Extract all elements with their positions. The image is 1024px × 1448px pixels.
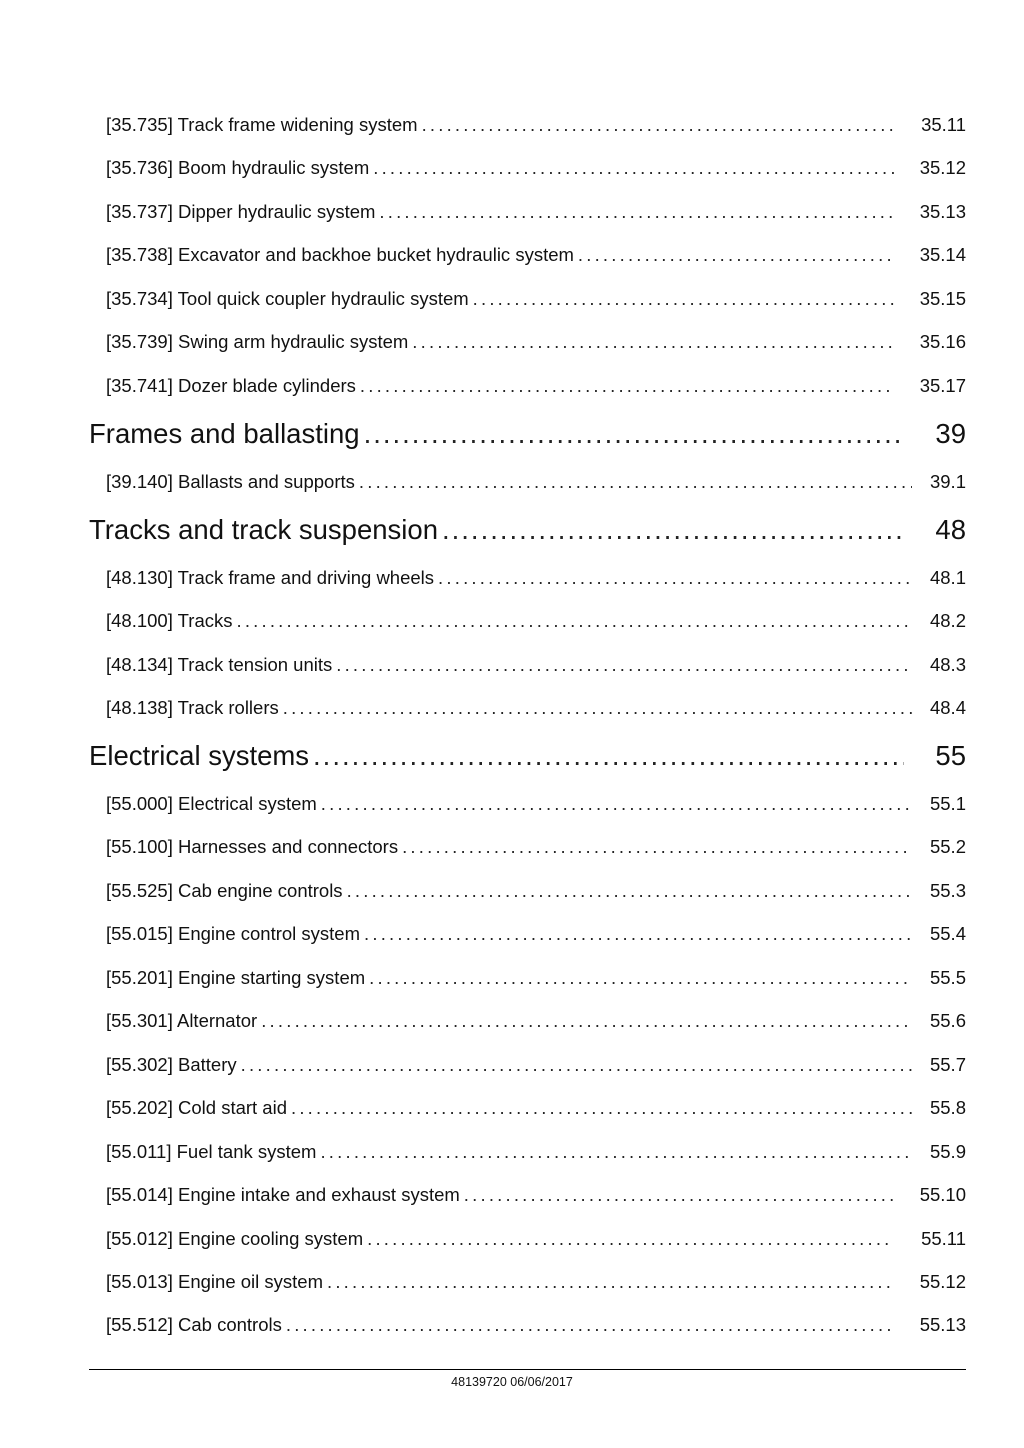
dot-leader — [402, 836, 912, 858]
toc-entry[interactable] — [106, 1054, 966, 1076]
toc-entry-title: [55.013] Engine oil system — [106, 1271, 323, 1292]
toc-section-title: Frames and ballasting — [89, 418, 360, 449]
toc-entry-page: 55.10 — [919, 1184, 966, 1205]
toc-entry-title: [55.525] Cab engine controls — [106, 880, 343, 901]
toc-entry[interactable] — [106, 157, 966, 179]
dot-leader — [442, 514, 904, 546]
dot-leader — [379, 201, 894, 223]
toc-entry-page: 55.6 — [929, 1010, 966, 1031]
toc-section-page: 48 — [935, 514, 966, 545]
toc-entry[interactable] — [106, 1097, 966, 1119]
toc-entry[interactable] — [106, 880, 966, 902]
toc-entry-page: 55.13 — [919, 1314, 966, 1335]
toc-entry[interactable] — [106, 288, 966, 310]
dot-leader — [360, 375, 894, 397]
toc-entry[interactable] — [106, 967, 966, 989]
dot-leader — [438, 567, 912, 589]
dot-leader — [320, 1141, 912, 1163]
toc-entry-page: 35.15 — [919, 288, 966, 309]
toc-entry-page: 35.11 — [921, 114, 966, 135]
dot-leader — [364, 418, 904, 450]
toc-entry-title: [35.739] Swing arm hydraulic system — [106, 331, 409, 352]
dot-leader — [261, 1010, 912, 1032]
toc-section-title: Electrical systems — [89, 740, 310, 771]
dot-leader — [336, 654, 912, 676]
toc-entry[interactable] — [106, 567, 966, 589]
dot-leader — [291, 1097, 912, 1119]
toc-entry[interactable] — [106, 697, 966, 719]
dot-leader — [364, 923, 912, 945]
toc-entry-page: 55.9 — [929, 1141, 966, 1162]
toc-entry-title: [55.014] Engine intake and exhaust system — [106, 1184, 460, 1205]
dot-leader — [464, 1184, 894, 1206]
dot-leader — [367, 1228, 894, 1250]
toc-section-title: Tracks and track suspension — [89, 514, 439, 545]
toc-entry[interactable] — [106, 654, 966, 676]
toc-entry-title: [48.138] Track rollers — [106, 697, 279, 718]
toc-entry-title: [39.140] Ballasts and supports — [106, 471, 355, 492]
toc-section-heading[interactable] — [89, 740, 966, 772]
toc-entry-title: [48.130] Track frame and driving wheels — [106, 567, 435, 588]
toc-entry-page: 55.12 — [919, 1271, 966, 1292]
toc-entry-page: 55.4 — [929, 923, 966, 944]
dot-leader — [241, 1054, 912, 1076]
toc-entry-page: 48.2 — [929, 610, 966, 631]
toc-entry[interactable] — [106, 610, 966, 632]
toc-entry-title: [55.000] Electrical system — [106, 793, 317, 814]
toc-entry-title: [55.201] Engine starting system — [106, 967, 366, 988]
toc-entry-page: 55.8 — [929, 1097, 966, 1118]
toc-entry[interactable] — [106, 201, 966, 223]
toc-entry[interactable] — [106, 1228, 966, 1250]
toc-entry-page: 35.14 — [919, 244, 966, 265]
toc-entry[interactable] — [106, 793, 966, 815]
toc-entry-page: 55.3 — [929, 880, 966, 901]
dot-leader — [373, 157, 894, 179]
toc-entry-page: 48.4 — [929, 697, 966, 718]
toc-entry-title: [35.741] Dozer blade cylinders — [106, 375, 356, 396]
toc-entry-page: 55.1 — [929, 793, 966, 814]
dot-leader — [412, 331, 894, 353]
toc-entry[interactable] — [106, 836, 966, 858]
dot-leader — [321, 793, 912, 815]
toc-entry[interactable] — [106, 331, 966, 353]
toc-entry-title: [48.100] Tracks — [106, 610, 233, 631]
toc-entry-title: [35.736] Boom hydraulic system — [106, 157, 370, 178]
toc-entry-page: 55.7 — [929, 1054, 966, 1075]
toc-entry-page: 39.1 — [929, 471, 966, 492]
toc-entry-title: [55.011] Fuel tank system — [106, 1141, 317, 1162]
toc-section-heading[interactable] — [89, 514, 966, 546]
toc-entry-page: 55.2 — [929, 836, 966, 857]
toc-entry[interactable] — [106, 1141, 966, 1163]
dot-leader — [422, 114, 894, 136]
dot-leader — [473, 288, 894, 310]
toc-entry-page: 55.11 — [921, 1228, 966, 1249]
toc-entry-title: [35.738] Excavator and backhoe bucket hydraulic system — [106, 244, 574, 265]
toc-entry-title: [55.301] Alternator — [106, 1010, 258, 1031]
toc-entry-title: [55.202] Cold start aid — [106, 1097, 287, 1118]
toc-entry-title: [35.737] Dipper hydraulic system — [106, 201, 376, 222]
toc-entry[interactable] — [106, 1184, 966, 1206]
dot-leader — [313, 740, 904, 772]
footer-doc-id: 48139720 06/06/2017 — [451, 1375, 573, 1389]
toc-entry[interactable] — [106, 1271, 966, 1293]
toc-section-page: 55 — [935, 740, 966, 771]
dot-leader — [236, 610, 912, 632]
toc-entry-page: 35.17 — [919, 375, 966, 396]
toc-entry[interactable] — [106, 471, 966, 493]
toc-entry[interactable] — [106, 244, 966, 266]
toc-section-page: 39 — [935, 418, 966, 449]
dot-leader — [347, 880, 912, 902]
toc-entry-title: [55.100] Harnesses and connectors — [106, 836, 399, 857]
toc-entry[interactable] — [106, 923, 966, 945]
dot-leader — [578, 244, 894, 266]
toc-entry-title: [55.512] Cab controls — [106, 1314, 282, 1335]
toc-entry-title: [35.735] Track frame widening system — [106, 114, 418, 135]
dot-leader — [369, 967, 912, 989]
dot-leader — [286, 1314, 894, 1336]
footer-divider — [89, 1369, 966, 1370]
dot-leader — [359, 471, 912, 493]
toc-entry-title: [35.734] Tool quick coupler hydraulic system — [106, 288, 469, 309]
toc-entry-page: 35.12 — [919, 157, 966, 178]
toc-entry[interactable] — [106, 375, 966, 397]
toc-entry-title: [55.012] Engine cooling system — [106, 1228, 364, 1249]
toc-entry-title: [48.134] Track tension units — [106, 654, 333, 675]
toc-entry[interactable] — [106, 114, 966, 136]
toc-entry-page: 48.3 — [929, 654, 966, 675]
toc-entry[interactable] — [106, 1010, 966, 1032]
toc-entry[interactable] — [106, 1314, 966, 1336]
dot-leader — [283, 697, 912, 719]
toc-entry-page: 35.13 — [919, 201, 966, 222]
toc-entry-page: 55.5 — [929, 967, 966, 988]
toc-section-heading[interactable] — [89, 418, 966, 450]
toc-entry-title: [55.015] Engine control system — [106, 923, 361, 944]
toc-entry-title: [55.302] Battery — [106, 1054, 237, 1075]
dot-leader — [327, 1271, 894, 1293]
toc-entry-page: 48.1 — [929, 567, 966, 588]
toc-entry-page: 35.16 — [919, 331, 966, 352]
